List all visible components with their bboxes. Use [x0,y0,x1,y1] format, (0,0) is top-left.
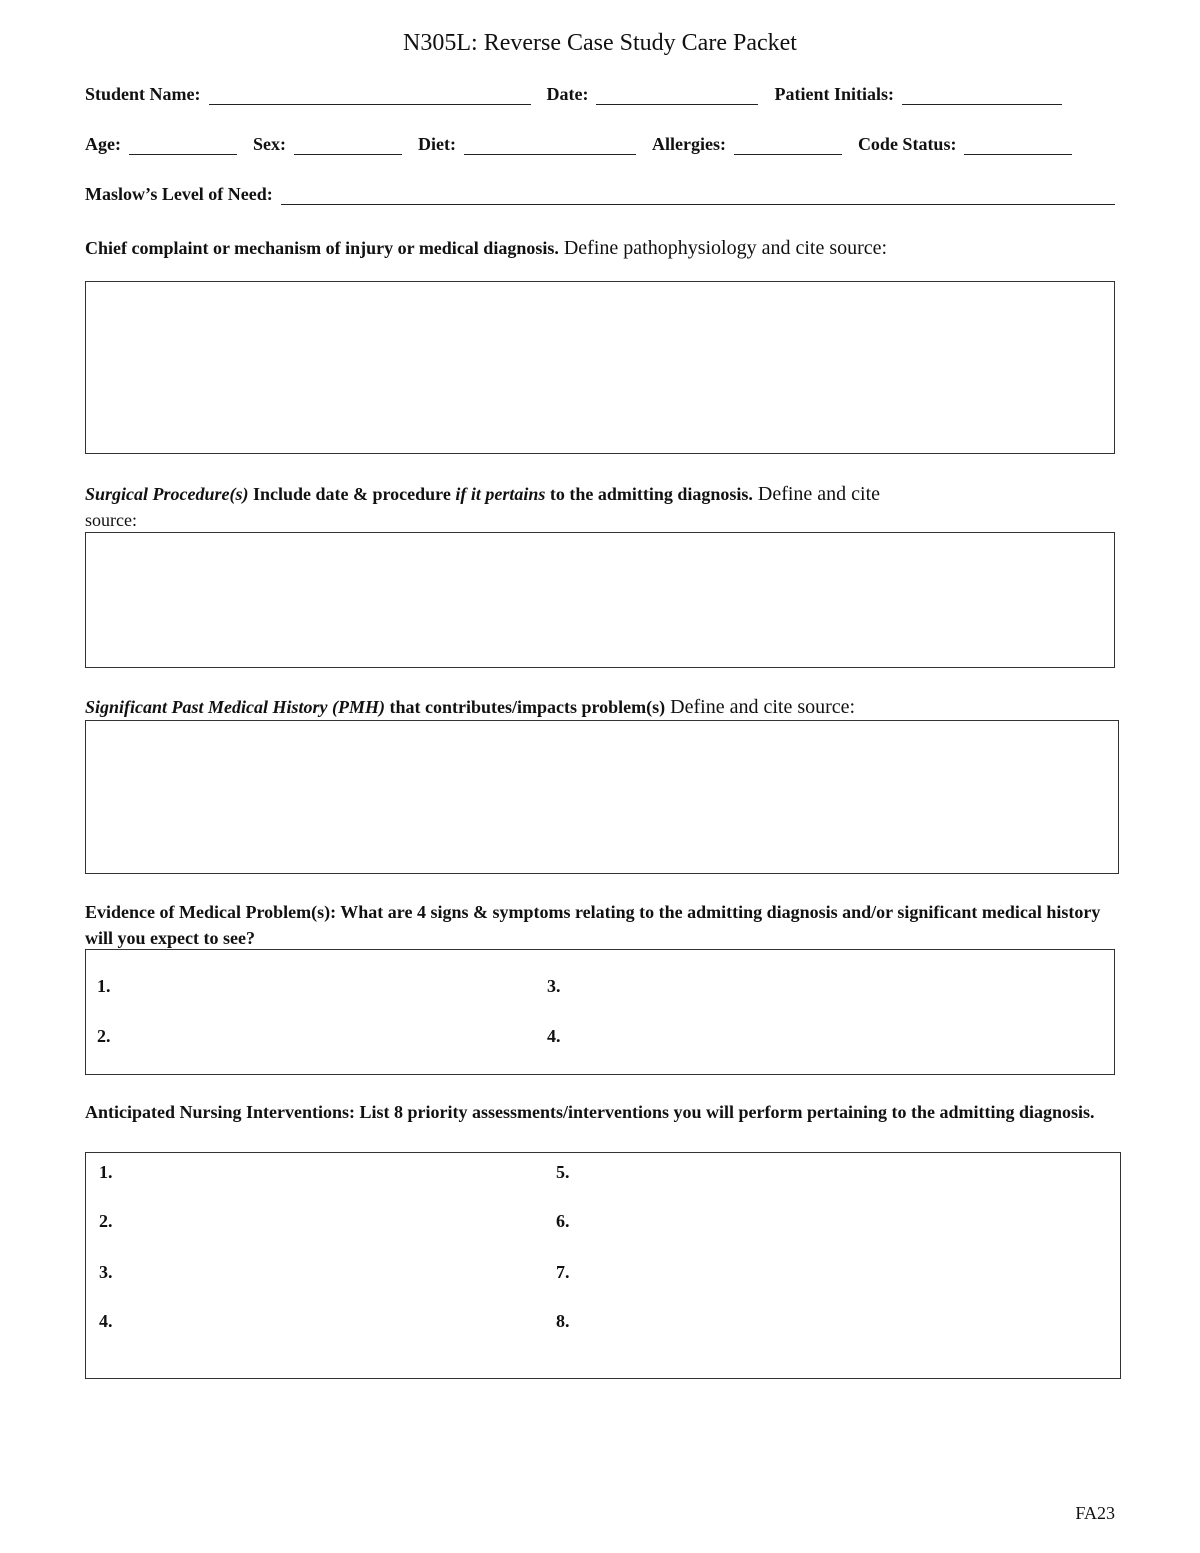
student-name-label: Student Name: [85,84,201,104]
intervention-item-1: 1. [99,1162,113,1182]
allergies-label: Allergies: [651,134,726,154]
sex-field[interactable] [294,134,402,155]
diet-field[interactable] [464,134,636,155]
intervention-item-2: 2. [99,1211,113,1231]
page-title: N305L: Reverse Case Study Care Packet [403,30,797,56]
allergies-field[interactable] [734,134,842,155]
date-label: Date: [546,84,589,104]
sex-label: Sex: [252,134,286,154]
age-field[interactable] [129,134,237,155]
chief-complaint-instruction: Define pathophysiology and cite source: [558,237,888,259]
surgical-procedure-prompt [85,481,1115,533]
evidence-item-4: 4. [547,1026,561,1046]
chief-complaint-prompt [85,235,1115,261]
header-row-3 [85,184,1115,205]
footer-term: FA23 [1075,1503,1115,1523]
intervention-item-8: 8. [556,1311,570,1331]
pmh-box[interactable] [85,720,1119,874]
surgical-procedure-instruction: Define and cite [752,483,881,505]
surgical-procedure-emphasis: if it pertains [455,484,546,504]
maslow-field[interactable] [281,184,1115,205]
surgical-procedure-text-2: to the admitting diagnosis. [545,484,753,504]
evidence-item-1: 1. [97,976,111,996]
evidence-item-2: 2. [97,1026,111,1046]
intervention-item-5: 5. [556,1162,570,1182]
student-name-field[interactable] [209,84,531,105]
pmh-text: that contributes/impacts problem(s) [385,697,666,717]
date-field[interactable] [596,84,758,105]
interventions-box[interactable] [85,1152,1121,1379]
intervention-item-4: 4. [99,1311,113,1331]
surgical-procedure-text-1: Include date & procedure [248,484,456,504]
pmh-instruction: Define and cite source: [665,696,856,718]
patient-initials-label: Patient Initials: [774,84,894,104]
interventions-prompt: Anticipated Nursing Interventions: List 8 priority assessments/interventions you will perform pertaining to the admitting diagnosis. [85,1102,1095,1122]
code-status-label: Code Status: [857,134,957,154]
code-status-field[interactable] [964,134,1072,155]
header-row-2 [85,134,1115,155]
chief-complaint-box[interactable] [85,281,1115,454]
intervention-item-3: 3. [99,1262,113,1282]
pmh-heading: Significant Past Medical History (PMH) [85,697,385,717]
pmh-prompt [85,694,1115,720]
surgical-procedure-heading: Surgical Procedure(s) [85,484,249,504]
intervention-item-6: 6. [556,1211,570,1231]
evidence-box[interactable] [85,949,1115,1075]
chief-complaint-text: Chief complaint or mechanism of injury or medical diagnosis. [85,238,559,258]
surgical-procedure-source: source: [85,510,137,530]
patient-initials-field[interactable] [902,84,1062,105]
evidence-prompt: Evidence of Medical Problem(s): What are 4 signs & symptoms relating to the admitting diagnosis and/or significant medical history will you expect to see? [85,902,1101,948]
header-row-1 [85,84,1115,105]
maslow-label: Maslow’s Level of Need: [85,184,273,204]
diet-label: Diet: [417,134,456,154]
age-label: Age: [85,134,121,154]
intervention-item-7: 7. [556,1262,570,1282]
evidence-item-3: 3. [547,976,561,996]
surgical-procedure-box[interactable] [85,532,1115,668]
